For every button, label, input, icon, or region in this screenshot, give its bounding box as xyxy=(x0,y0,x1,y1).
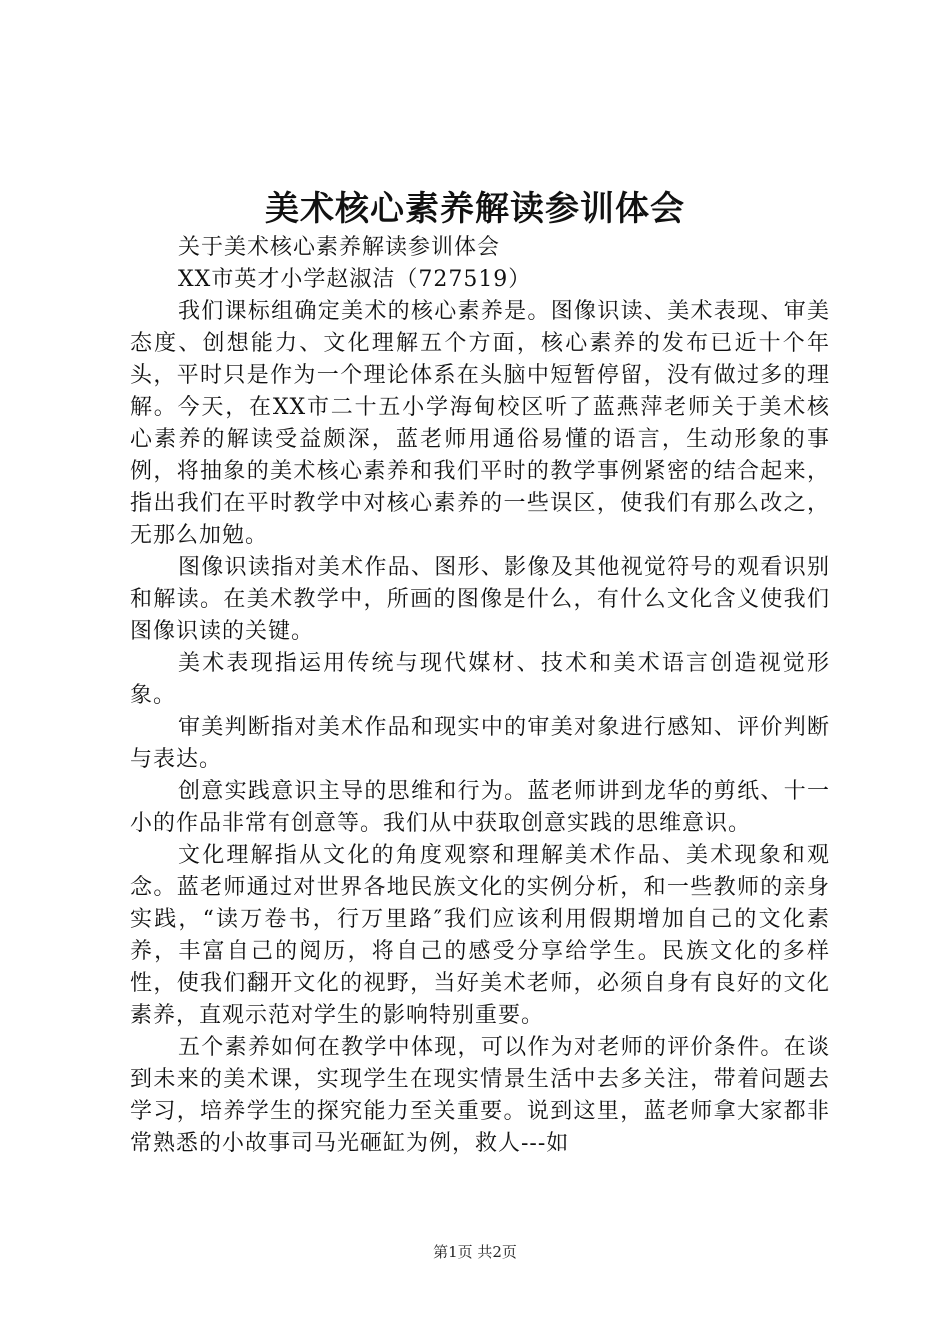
paragraph-art-expression: 美术表现指运用传统与现代媒材、技术和美术语言创造视觉形象。 xyxy=(130,651,830,708)
author-line: XX市英才小学赵淑洁（727519） xyxy=(178,267,532,292)
document-title: 美术核心素养解读参训体会 xyxy=(265,189,685,229)
subtitle-line: 关于美术核心素养解读参训体会 xyxy=(178,235,501,260)
document-body xyxy=(130,232,830,1160)
paragraph-image-reading: 图像识读指对美术作品、图形、影像及其他视觉符号的观看识别和解读。在美术教学中，所画的图像是什么，有什么文化含义使我们图像识读的关键。 xyxy=(130,555,830,644)
paragraph-creative-practice: 创意实践意识主导的思维和行为。蓝老师讲到龙华的剪纸、十一小的作品非常有创意等。我们从中获取创意实践的思维意识。 xyxy=(130,779,830,836)
paragraph-five-literacies: 五个素养如何在教学中体现，可以作为对老师的评价条件。在谈到未来的美术课，实现学生在现实情景生活中去多关注，带着问题去学习，培养学生的探究能力至关重要。说到这里，蓝老师拿大家都非常熟悉的小故事司马光砸缸为例，救人---如 xyxy=(130,1035,830,1156)
paragraph-intro: 我们课标组确定美术的核心素养是。图像识读、美术表现、审美态度、创想能力、文化理解五个方面，核心素养的发布已近十个年头，平时只是作为一个理论体系在头脑中短暂停留，没有做过多的理解。今天，在XX市二十五小学海甸校区听了蓝燕萍老师关于美术核心素养的解读受益颇深，蓝老师用通俗易懂的语言，生动形象的事例，将抽象的美术核心素养和我们平时的教学事例紧密的结合起来，指出我们在平时教学中对核心素养的一些误区，使我们有那么改之，无那么加勉。 xyxy=(130,299,830,548)
page-footer: 第1页 共2页 xyxy=(433,1243,517,1261)
paragraph-aesthetic-judgment: 审美判断指对美术作品和现实中的审美对象进行感知、评价判断与表达。 xyxy=(130,715,830,772)
paragraph-cultural-understanding: 文化理解指从文化的角度观察和理解美术作品、美术现象和观念。蓝老师通过对世界各地民族文化的实例分析，和一些教师的亲身实践，“读万卷书，行万里路″我们应该利用假期增加自己的文化素养，丰富自己的阅历，将自己的感受分享给学生。民族文化的多样性，使我们翻开文化的视野，当好美术老师，必须自身有良好的文化素养，直观示范对学生的影响特别重要。 xyxy=(130,843,830,1028)
